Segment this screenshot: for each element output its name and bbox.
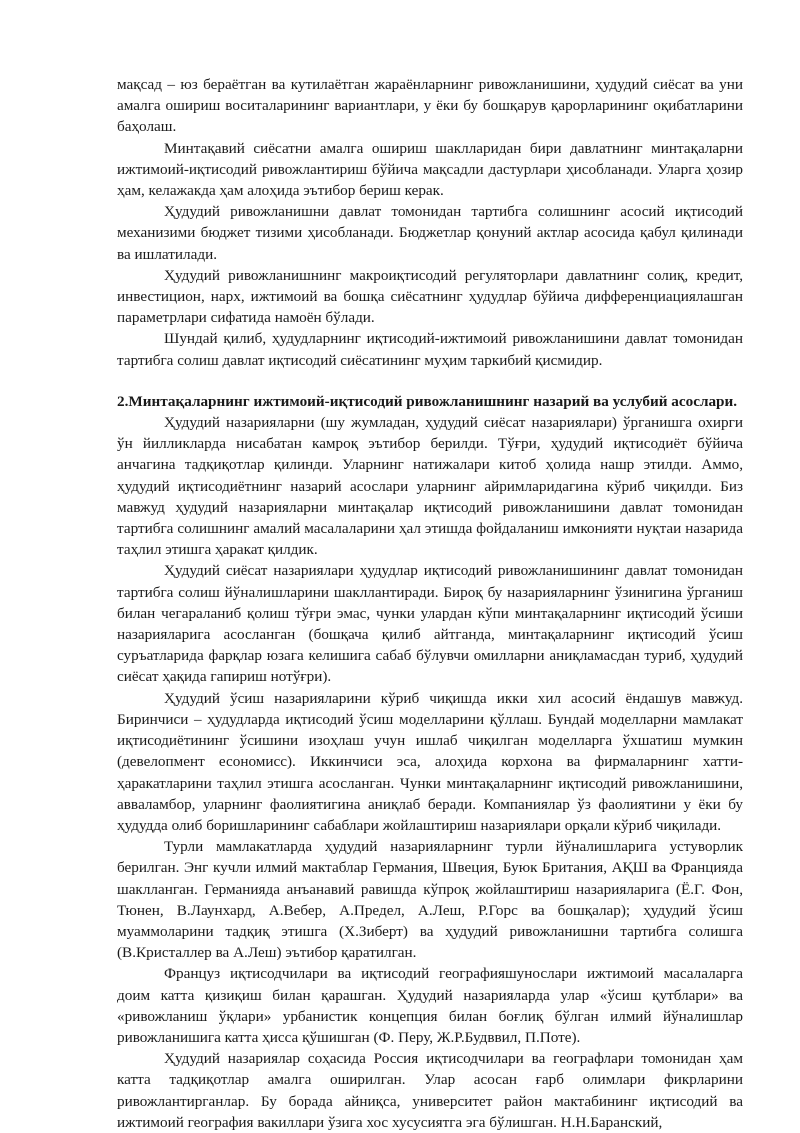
paragraph: Ҳудудий ривожланишнинг макроиқтисодий регуляторлари давлатнинг солиқ, кредит, инвестицион, нарх, ижтимоий ва бошқа сиёсатнинг ҳудудлар бўйича дифференциациялашган параметрлари сифатида намоён бўлади.: [117, 266, 743, 327]
paragraph: Ҳудудий ўсиш назарияларини кўриб чиқишда икки хил асосий ёндашув мавжуд. Биринчиси – ҳудудларда иқтисодий ўсиш моделларини қўллаш. Бундай моделларни мамлакат иқтисодиётининг ўсишини изоҳлаш учун ишлаб чиқилган моделларга ўхшатиш мумкин (девелопмент есономисс). Иккинчиси эса, алоҳида корхона ва фирмаларнинг хатти-ҳаракатларини таҳлил этишга асосланган. Чунки минтақаларнинг иқтисодий ривожланишини, аввaламбор, уларнинг фаолиятигина аниқлаб беради. Компаниялар ўз фаолиятини у ёки бу ҳудудда олиб боришларининг сабаблари жойлаштириш назариялари орқали кўриб чиқилади.: [117, 689, 743, 834]
paragraph: Француз иқтисодчилари ва иқтисодий географияшунослари ижтимоий масалаларга доим катта қизиқиш билан қарашган. Ҳудудий назарияларда улар «ўсиш қутблари» ва «ривожланиш ўқлари» урбанистик концепция билан боғлиқ бўлган илмий йўналишлар ривожланишига катта ҳисса қўшишган (Ф. Перу, Ж.Р.Будввил, П.Поте).: [117, 965, 743, 1046]
paragraph: Минтақавий сиёсатни амалга ошириш шаклларидан бири давлатнинг минтақаларни ижтимоий-иқтисодий ривожлантириш бўйича мақсадли дастурлари ҳисобланади. Уларга ҳозир ҳам, келажакда ҳам алоҳида эътибор бериш керак.: [117, 139, 743, 200]
section-spacer: [117, 371, 743, 392]
paragraph: Ҳудудий ривожланишни давлат томонидан тартибга солишнинг асосий иқтисодий механизими бюджет тизими ҳисобланади. Бюджетлар қонуний актлар асосида қабул қилинади ва ишлатилади.: [117, 203, 743, 263]
paragraph: Ҳудудий сиёсат назариялари ҳудудлар иқтисодий ривожланишининг давлат томонидан тартибга солиш йўналишларини шакллантиради. Бироқ бу назарияларнинг ўзинигина ўрганиш билан чегараланиб қолиш тўғри эмас, чунки улардан кўпи минтақаларнинг иқтисодий ўсиши назарияларига асосланган (бошқача қилиб айтганда, минтақаларнинг иқтисодий ўсиш суръатларида фарқлар юзага келишига сабаб бўлувчи омилларни аниқламасдан туриб, ҳудудий сиёсат ҳақида гапириш нотўғри).: [117, 562, 743, 686]
document-page: [117, 74, 743, 1133]
paragraph: Ҳудудий назариялар соҳасида Россия иқтисодчилари ва географлари томонидан ҳам катта тадқиқотлар амалга оширилган. Улар асосан ғарб олимлари фикрларини ривожлантирганлар. Бу борада айниқса, университет район мактабининг иқтисодий ва ижтимоий география вакиллари ўзига хос хусусиятга эга бўлишган. Н.Н.Баранский,: [117, 1050, 743, 1131]
paragraph: мақсад – юз бераётган ва кутилаётган жараёнларнинг ривожланишини, ҳудудий сиёсат ва уни амалга ошириш воситаларининг вариантлари, у ёки бу бошқарув қарорларининг оқибатларини баҳолаш.: [117, 76, 743, 136]
paragraph: Шундай қилиб, ҳудудларнинг иқтисодий-ижтимоий ривожланишини давлат томонидан тартибга солиш давлат иқтисодий сиёсатининг муҳим таркибий қисмидир.: [117, 330, 743, 369]
paragraph: Ҳудудий назарияларни (шу жумладан, ҳудудий сиёсат назариялари) ўрганишга охирги ўн йилликларда нисабатан камроқ эътибор берилди. Тўғри, ҳудудий иқтисодиёт бўйича анчагина тадқиқотлар қилинди. Уларнинг натижалари китоб ҳолида нашр этилди. Аммо, ҳудудий иқтисодиётнинг назарий асослари уларнинг айримларидагина кўриб чиқилди. Биз мавжуд ҳудудий назарияларни минтақалар иқтисодий ривожланишини давлат томонидан тартибга солишнинг амалий масалаларини ҳал этишда фойдаланиш имконияти нуқтаи назарида таҳлил этишга ҳаракат қилдик.: [117, 414, 743, 559]
section-heading: 2.Минтақаларнинг ижтимоий-иқтисодий ривожланишнинг назарий ва услубий асослари.: [117, 392, 738, 410]
paragraph: Турли мамлакатларда ҳудудий назарияларнинг турли йўналишларига устуворлик берилган. Энг кучли илмий мактаблар Германия, Швеция, Буюк Британия, АҚШ ва Францияда шаклланган. Германияда анъанавий равишда кўпроқ жойлаштириш назарияларига (Ё.Г. Фон, Тюнен, В.Лаунхард, А.Вебер, А.Предел, А.Леш, Р.Горс ва бошқалар); ҳудудий ўсиш муаммоларини тадқиқ этишга (Х.Зиберт) ва ҳудудий ривожланишни тартибга солишга (В.Кристаллер ва А.Леш) эътибор қаратилган.: [117, 838, 743, 962]
